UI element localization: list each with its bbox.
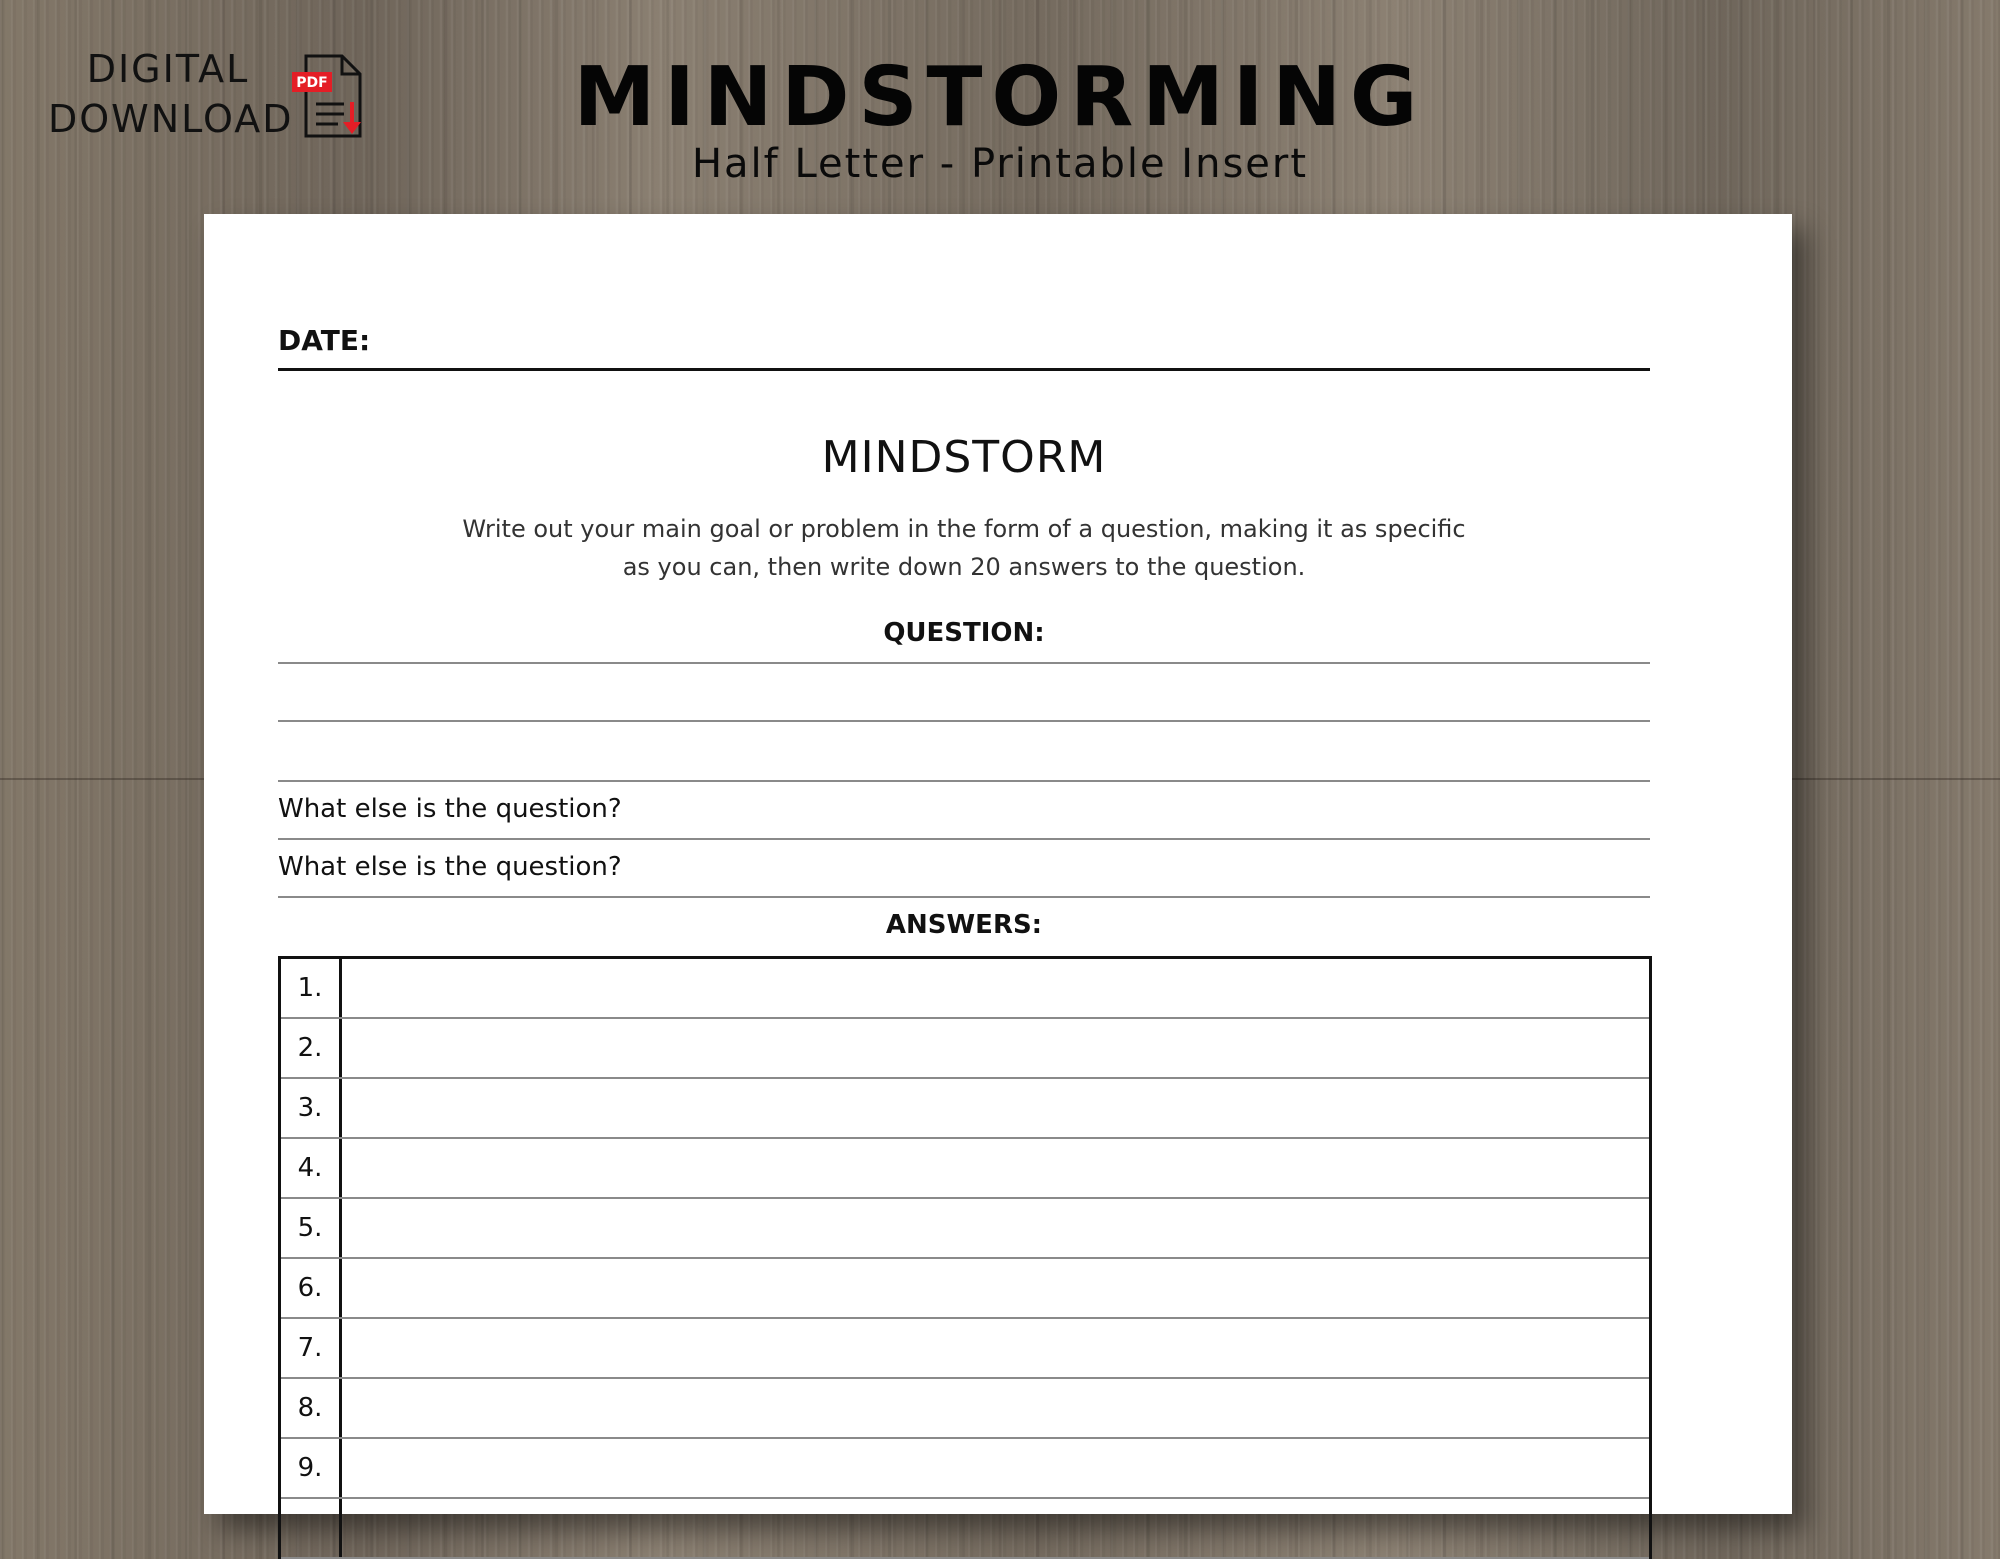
answer-field [342, 1079, 1649, 1137]
question-line-2 [278, 720, 1650, 722]
badge-line-digital: DIGITAL [86, 47, 250, 91]
answer-field [342, 1319, 1649, 1377]
answers-label: ANSWERS: [885, 910, 1043, 940]
printable-sheet [204, 214, 1792, 1514]
answer-field [342, 1499, 1649, 1557]
answer-number: 7. [281, 1319, 342, 1377]
followup-line-1 [278, 838, 1650, 840]
answer-row [281, 1259, 1649, 1319]
followup-question-1: What else is the question? [278, 794, 622, 824]
answer-field [342, 1199, 1649, 1257]
answer-row [281, 1139, 1649, 1199]
answer-number: 1. [281, 959, 342, 1017]
answer-number [281, 1499, 342, 1557]
answer-row [281, 1199, 1649, 1259]
date-line [278, 368, 1650, 371]
answer-number: 5. [281, 1199, 342, 1257]
answer-field [342, 1379, 1649, 1437]
answer-field [342, 1139, 1649, 1197]
answer-field [342, 1019, 1649, 1077]
answer-row [281, 1379, 1649, 1439]
followup-question-2: What else is the question? [278, 852, 622, 882]
answer-number: 9. [281, 1439, 342, 1497]
instructions-line-2: as you can, then write down 20 answers to the question. [622, 553, 1306, 581]
question-line-3 [278, 780, 1650, 782]
question-line-1 [278, 662, 1650, 664]
instructions [454, 510, 1474, 586]
answer-field [342, 1259, 1649, 1317]
answer-row [281, 1439, 1649, 1499]
answer-number: 2. [281, 1019, 342, 1077]
answer-number: 3. [281, 1079, 342, 1137]
page-subtitle: Half Letter - Printable Insert [691, 141, 1309, 187]
pdf-icon-label: PDF [296, 75, 328, 91]
answer-row [281, 1079, 1649, 1139]
answers-table [278, 956, 1652, 1559]
answer-row [281, 1319, 1649, 1379]
answer-field [342, 959, 1649, 1017]
answer-number: 8. [281, 1379, 342, 1437]
answer-row [281, 1499, 1649, 1559]
answer-number: 6. [281, 1259, 342, 1317]
answer-row [281, 1019, 1649, 1079]
answer-row [281, 959, 1649, 1019]
date-label: DATE: [278, 324, 371, 357]
answer-field [342, 1439, 1649, 1497]
sheet-title: MINDSTORM [821, 432, 1107, 483]
instructions-line-1: Write out your main goal or problem in the form of a question, making it as specific [462, 515, 1466, 543]
answer-number: 4. [281, 1139, 342, 1197]
followup-line-2 [278, 896, 1650, 898]
page-title: MINDSTORMING [573, 50, 1427, 145]
question-label: QUESTION: [883, 618, 1045, 648]
badge-line-download: DOWNLOAD [48, 97, 294, 141]
